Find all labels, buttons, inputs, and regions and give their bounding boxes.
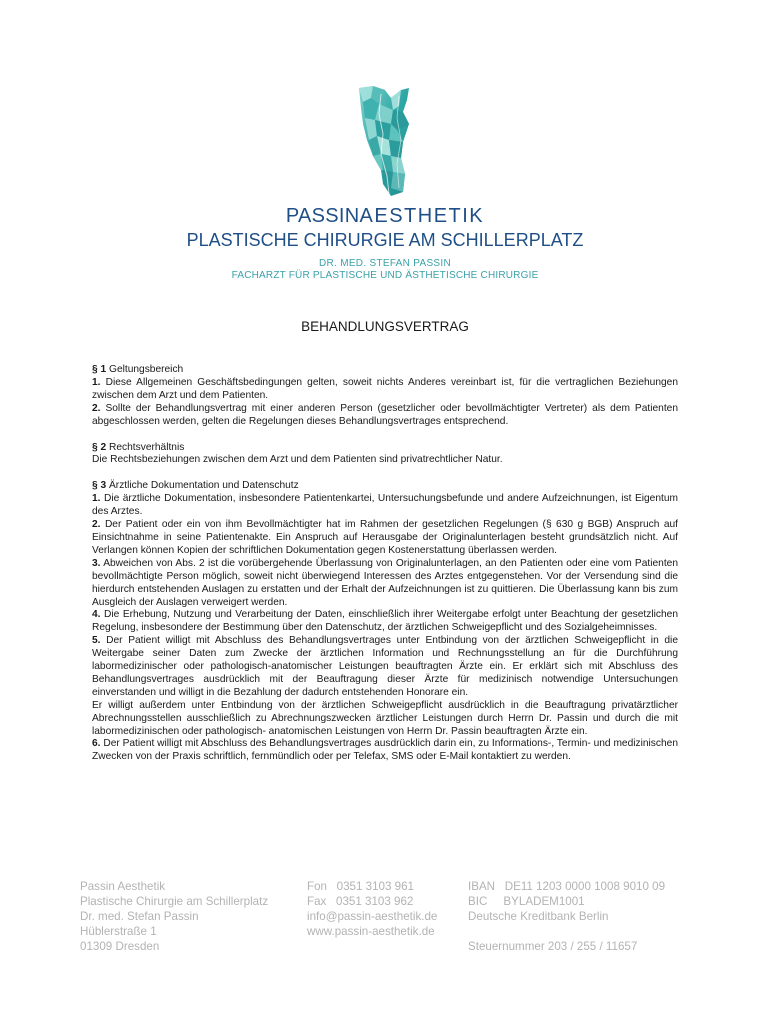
paragraph-number: 1.	[92, 376, 101, 388]
footer-website[interactable]: www.passin-aesthetik.de	[307, 925, 435, 938]
document-body	[92, 364, 678, 764]
footer-contact	[307, 879, 437, 939]
footer-bank-name: Deutsche Kreditbank Berlin	[468, 910, 609, 923]
paragraph	[92, 558, 678, 610]
paragraph-number: 5.	[92, 635, 101, 647]
doctor-specialty: FACHARZT FÜR PLASTISCHE UND ÄSTHETISCHE CHIRURGIE	[231, 270, 539, 281]
doctor-name: DR. MED. STEFAN PASSIN	[319, 258, 451, 269]
paragraph: Die Rechtsbeziehungen zwischen dem Arzt und dem Patienten sind privatrechtlicher Natur.	[92, 454, 503, 466]
section-title: Ärztliche Dokumentation und Datenschutz	[109, 480, 299, 492]
paragraph	[92, 493, 678, 519]
section-number: § 1	[92, 364, 107, 375]
footer-phone: Fon 0351 3103 961	[307, 880, 415, 893]
footer-iban: IBAN DE11 1203 0000 1008 9010 09	[468, 880, 666, 893]
paragraph-number: 2.	[92, 402, 101, 414]
footer-bank	[468, 879, 665, 954]
footer-doctor: Dr. med. Stefan Passin	[80, 910, 199, 923]
paragraph-number: 3.	[92, 557, 101, 569]
paragraph	[92, 377, 678, 403]
brand-name	[0, 205, 770, 228]
document-title: BEHANDLUNGSVERTRAG	[301, 319, 469, 334]
footer-bic: BIC BYLADEM1001	[468, 895, 585, 908]
footer-email[interactable]: info@passin-aesthetik.de	[307, 910, 438, 923]
paragraph	[92, 519, 678, 558]
brand-name-part2: AESTHETIK	[359, 205, 485, 227]
paragraph-text: Diese Allgemeinen Geschäftsbedingungen gelten, soweit nichts Anderes vereinbart ist, für die vertraglichen Beziehungen zwischen dem Arzt und dem Patienten.	[92, 376, 678, 401]
section-number: § 2	[92, 441, 107, 453]
paragraph-number: 6.	[92, 738, 101, 750]
footer-city: 01309 Dresden	[80, 940, 160, 953]
paragraph-text: Sollte der Behandlungsvertrag mit einer anderen Person (gesetzlicher oder bevollmächtigter Vertreter) als dem Patienten abgeschlossen werden, gelten die Regelungen dieses Behandlungsvertrages entsprechend.	[92, 402, 678, 427]
footer-address	[80, 879, 268, 954]
section-title: Rechtsverhältnis	[109, 441, 185, 453]
section-2-heading	[92, 442, 678, 455]
paragraph	[92, 403, 678, 429]
brand-name-part1: PASSIN	[285, 205, 360, 227]
brand-subtitle: PLASTISCHE CHIRURGIE AM SCHILLERPLATZ	[186, 230, 584, 250]
paragraph-text: Die ärztliche Dokumentation, insbesondere Patientenkartei, Untersuchungsbefunde und andere Aufzeichnungen, ist Eigentum des Arztes.	[92, 493, 678, 518]
section-title: Geltungsbereich	[109, 364, 184, 375]
footer-company: Passin Aesthetik	[80, 880, 166, 893]
paragraph	[92, 635, 678, 700]
paragraph: Er willigt außerdem unter Entbindung von der ärztlichen Schweigepflicht ausdrücklich in die Beauftragung privatärztlicher Abrechnungsstellen ausschließlich zu Abrechnungszwecken ärztlicher Leistungen durch Herrn Dr. Passin und durch die mit labormedizinischen oder pathologisch- anatomischen Leistungen von Herrn Dr. Passin beauftragten Ärzte ein.	[92, 699, 678, 737]
section-number: § 3	[92, 480, 107, 492]
paragraph-text: Die Erhebung, Nutzung und Verarbeitung der Daten, einschließlich ihrer Weitergabe erfolgt unter Beachtung der gesetzlichen Regelung, insbesondere der Bestimmung über den Datenschutz, der ärztlichen Schweigepflicht und des Sozialgeheimnisses.	[92, 609, 678, 634]
footer-practice: Plastische Chirurgie am Schillerplatz	[80, 895, 269, 908]
footer-street: Hüblerstraße 1	[80, 925, 157, 938]
paragraph-text: Der Patient willigt mit Abschluss des Behandlungsvertrages ausdrücklich darin ein, zu Informations-, Termin- und medizinischen Zwecken von der Praxis schriftlich, fernmündlich oder per Telefax, SMS oder E-Mail kontaktiert zu werden.	[92, 738, 678, 763]
paragraph-number: 1.	[92, 493, 101, 505]
passin-aesthetik-logo	[351, 84, 423, 200]
paragraph-text: Der Patient oder ein von ihm Bevollmächtigter hat im Rahmen der gesetzlichen Regelungen (§ 630 g BGB) Anspruch auf Einsichtnahme in seine Patientenakte. Ein Anspruch auf Herausgabe der Originalunterlagen besteht grundsätzlich nicht. Auf Verlangen können Kopien der schriftlichen Dokumentation gegen Kostenerstattung überlassen werden.	[92, 519, 678, 556]
section-1-heading	[92, 364, 678, 377]
paragraph-text: Der Patient willigt mit Abschluss des Behandlungsvertrages unter Entbindung von der ärztlichen Schweigepflicht in die Weitergabe seiner Daten zum Zwecke der ärztlichen Information und Rechnungsstellung an für die Durchführung labormedizinischer oder pathologisch-anatomischer Leistungen beauftragten Ärzte ein. Er erklärt sich mit Abschluss des Behandlungsvertrages ausdrücklich mit der Beauftragung dieser Ärzte für medizinisch notwendige Untersuchungen einverstanden und willigt in die Bezahlung der dadurch entstehenden Honorare ein.	[92, 635, 678, 698]
paragraph	[92, 738, 678, 764]
section-3-heading	[92, 480, 678, 493]
paragraph-number: 2.	[92, 519, 101, 531]
paragraph-text: Abweichen von Abs. 2 ist die vorübergehende Überlassung von Originalunterlagen, an den Patienten oder eine vom Patienten bevollmächtigte Person möglich, soweit nicht überwiegend Interessen des Arztes entgegenstehen. Vor der Versendung sind die hierdurch entstehenden Auslagen zu erstatten und der Erhalt der Aufzeichnungen ist zu quittieren. Die Überlassung kann bis zum Ausgleich der Auslagen verweigert werden.	[92, 557, 678, 608]
paragraph-number: 4.	[92, 609, 101, 621]
footer-tax-number: Steuernummer 203 / 255 / 11657	[468, 940, 638, 953]
footer-fax: Fax 0351 3103 962	[307, 895, 414, 908]
paragraph	[92, 609, 678, 635]
